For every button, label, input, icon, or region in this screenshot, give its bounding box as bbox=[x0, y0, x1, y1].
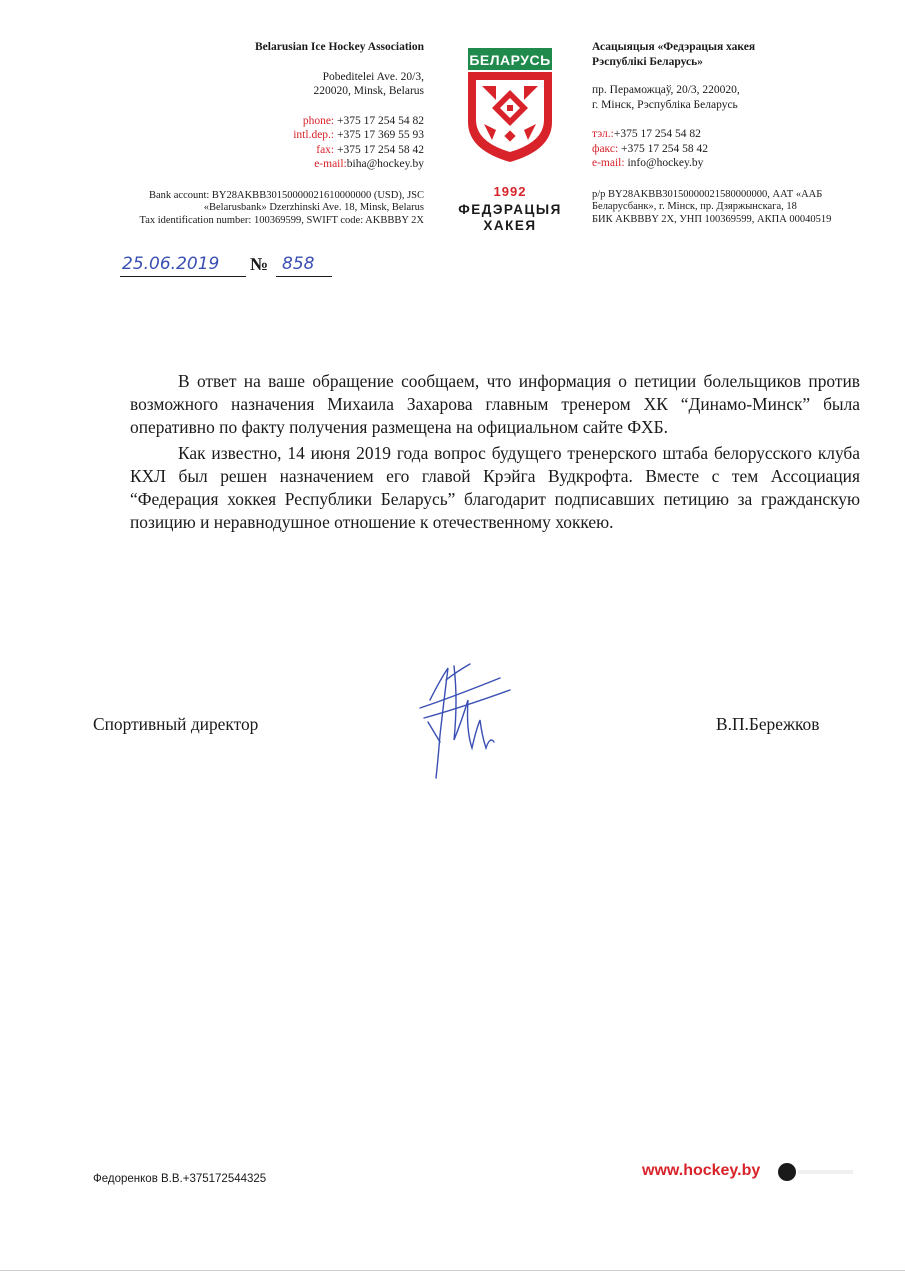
footer-dot-icon bbox=[778, 1163, 796, 1181]
body-paragraph-2: Как известно, 14 июня 2019 года вопрос будущего тренерского штаба белорусского клуба КХЛ был решен назначением его главой Крэйга Вудкрофта. Вместе с тем Ассоциация “Федерация хоккея Республики Беларусь” благодарит подписавших петицию за гражданскую позицию и неравнодушное отношение к отечественному хоккею. bbox=[130, 443, 860, 532]
fax-label: fax: bbox=[316, 143, 335, 156]
intl-en bbox=[110, 128, 424, 143]
bank-details-by bbox=[592, 189, 892, 227]
signatory-name: В.П.Бережков bbox=[716, 714, 820, 734]
letter-body bbox=[130, 370, 860, 534]
body-paragraph-1: В ответ на ваше обращение сообщаем, что информация о петиции болельщиков против возможного назначения Михаила Захарова главным тренером ХК “Динамо-Минск” была оперативно по факту получения размещена на официальном сайте ФХБ. bbox=[130, 371, 860, 437]
address-en-line1: Pobeditelei Ave. 20/3, bbox=[322, 70, 424, 83]
fax-label-by: факс: bbox=[592, 142, 619, 155]
phone-label: phone: bbox=[302, 114, 335, 127]
logo-name-line1: ФЕДЭРАЦЫЯ bbox=[458, 202, 562, 217]
header-left bbox=[110, 40, 424, 227]
phone-by bbox=[592, 127, 892, 142]
handwritten-signature bbox=[410, 660, 520, 785]
logo-name bbox=[448, 202, 572, 234]
bank-en-line3: Tax identification number: 100369599, SWIFT code: AKBBBY 2X bbox=[139, 214, 424, 226]
executor-contact: Федоренков В.В.+375172544325 bbox=[93, 1173, 267, 1185]
phone-value-by: +375 17 254 54 82 bbox=[613, 128, 701, 140]
bank-by-line3: БИК AKBBBY 2X, УНП 100369599, АКПА 00040519 bbox=[592, 213, 832, 225]
fax-by bbox=[592, 142, 892, 157]
email-label-by: e-mail: bbox=[592, 157, 625, 169]
intl-label: intl.dep.: bbox=[293, 129, 335, 141]
logo-name-line2: ХАКЕЯ bbox=[483, 218, 537, 233]
date-underline bbox=[120, 276, 246, 277]
address-en-line2: 220020, Minsk, Belarus bbox=[313, 85, 424, 97]
email-value-by: info@hockey.by bbox=[624, 157, 704, 169]
address-by-line1: пр. Пераможцаў, 20/3, 220020, bbox=[592, 84, 740, 96]
fax-value: +375 17 254 58 42 bbox=[334, 143, 424, 156]
phone-value: +375 17 254 54 82 bbox=[334, 114, 424, 127]
signatory-title: Спортивный директор bbox=[93, 714, 259, 734]
footer-rule bbox=[798, 1170, 853, 1174]
bank-en-line2: «Belarusbank» Dzerzhinski Ave. 18, Minsk, Belarus bbox=[203, 202, 424, 213]
fax-value-by: +375 17 254 58 42 bbox=[618, 142, 709, 155]
federation-logo bbox=[462, 46, 558, 169]
letter-date: 25.06.2019 bbox=[122, 254, 220, 274]
address-by-line2: г. Мінск, Рэспубліка Беларусь bbox=[592, 98, 738, 111]
email-by bbox=[592, 156, 892, 171]
email-value: biha@hockey.by bbox=[346, 158, 424, 170]
bank-by-line2: Беларусбанк», г. Мінск, пр. Дзяржынскага, 18 bbox=[592, 201, 797, 212]
intl-value: +375 17 369 55 93 bbox=[334, 129, 424, 141]
header-right bbox=[592, 40, 892, 226]
bank-details-en bbox=[110, 190, 424, 228]
bank-by-line1: р/р BY28AKBB30150000021580000000, ААТ «ААБ bbox=[592, 188, 823, 200]
website-link[interactable]: www.hockey.by bbox=[642, 1162, 761, 1179]
letter-number: 858 bbox=[282, 254, 315, 274]
shield-emblem-icon bbox=[462, 46, 558, 164]
logo-banner-text: БЕЛАРУСЬ bbox=[469, 52, 551, 68]
phone-label-by: тэл.: bbox=[592, 128, 614, 140]
logo-year: 1992 bbox=[493, 184, 527, 199]
number-sign: № bbox=[250, 254, 269, 274]
bank-en-line1: Bank account: BY28AKBB30150000021610000000 (USD), JSC bbox=[148, 189, 424, 201]
org-name-by-line2: Рэспублікі Беларусь» bbox=[592, 55, 703, 68]
fax-en bbox=[110, 143, 424, 158]
org-name-by-line1: Асацыяцыя «Федэрацыя хакея bbox=[592, 41, 756, 53]
phone-en bbox=[110, 114, 424, 129]
registration-line bbox=[120, 252, 335, 278]
page-bottom-edge bbox=[0, 1270, 905, 1271]
email-en bbox=[110, 157, 424, 172]
number-underline bbox=[276, 276, 332, 277]
org-name-en: Belarusian Ice Hockey Association bbox=[255, 41, 424, 53]
email-label: e-mail: bbox=[314, 158, 347, 170]
